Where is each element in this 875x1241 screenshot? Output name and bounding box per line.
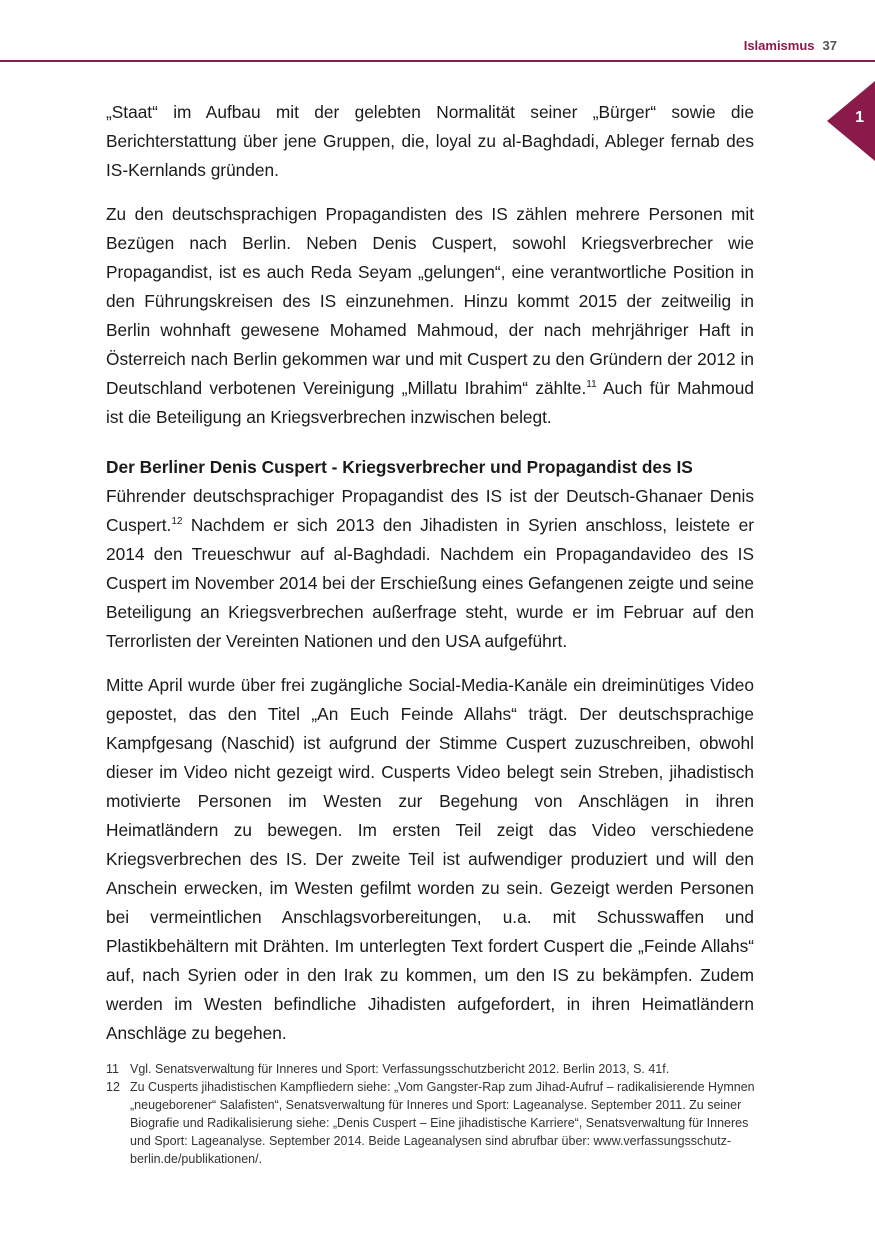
- chapter-number: 1: [855, 109, 864, 126]
- running-header: [744, 38, 837, 53]
- footnote-ref[interactable]: 11: [586, 379, 597, 391]
- page-number: 37: [822, 38, 837, 53]
- paragraph: „Staat“ im Aufbau mit der gelebten Normalität seiner „Bürger“ sowie die Berichterstattung über jene Gruppen, die, loyal zu al-Baghdadi, Ableger fernab des IS-Kernlands gründen.: [106, 102, 754, 180]
- main-content: [106, 98, 754, 1063]
- footnote-text: Vgl. Senatsverwaltung für Inneres und Sport: Verfassungsschutzbericht 2012. Berlin 2013, S. 41f.: [130, 1062, 670, 1076]
- paragraph: [106, 482, 754, 656]
- footnote: [106, 1060, 756, 1078]
- footnote-number: 11: [106, 1062, 119, 1076]
- paragraph-text: Auch für Mahmoud ist die Beteiligung an Kriegsverbrechen inzwischen belegt.: [106, 378, 754, 427]
- footnote-ref[interactable]: 12: [171, 516, 183, 528]
- header-title: Islamismus: [743, 38, 815, 53]
- section-heading: Der Berliner Denis Cuspert - Kriegsverbrecher und Propagandist des IS: [106, 457, 693, 477]
- chapter-tab-shape: [827, 81, 875, 161]
- paragraph-text: Führender deutschsprachiger Propagandist des IS ist der Deutsch-Ghanaer Denis Cuspert.: [106, 486, 754, 535]
- footnote-text: Zu Cusperts jihadistischen Kampfliedern siehe: „Vom Gangster-Rap zum Jihad-Aufruf – radikalisierende Hymnen „neugeborener“ Salafisten“, Senatsverwaltung für Inneres und Sport: Lageanalyse. September 2011. Zu seiner Biografie und Radikalisierung siehe: „Denis Cuspert – Eine jihadistische Karriere“, Senatsverwaltung für Inneres und Sport: Lageanalyse. September 2014. Beide Lageanalysen sind abrufbar über: www.verfassungsschutz-berlin.de/publikationen/.: [130, 1080, 755, 1166]
- paragraph: Mitte April wurde über frei zugängliche Social-Media-Kanäle ein dreiminütiges Video gepostet, das den Titel „An Euch Feinde Allahs“ trägt. Der deutschsprachige Kampfgesang (Naschid) ist aufgrund der Stimme Cuspert zuzuschreiben, obwohl dieser im Video nicht gezeigt wird. Cusperts Video belegt sein Streben, jihadistisch motivierte Personen im Westen zur Begehung von Anschlägen in ihren Heimatländern zu bewegen. Im ersten Teil zeigt das Video verschiedene Kriegsverbrechen des IS. Der zweite Teil ist aufwendiger produziert und will den Anschein erwecken, im Westen gefilmt worden zu sein. Gezeigt werden Personen bei vermeintlichen Anschlagsvorbereitungen, u.a. mit Schusswaffen und Plastikbehältern mit Drähten. Im unterlegten Text fordert Cuspert die „Feinde Allahs“ auf, nach Syrien oder in den Irak zu kommen, um den IS zu bekämpfen. Zudem werden im Westen befindliche Jihadisten aufgefordert, in ihren Heimatländern Anschläge zu begehen.: [106, 675, 754, 1043]
- footnotes: [106, 1060, 756, 1168]
- footnote-number: 12: [106, 1080, 120, 1094]
- paragraph-text: Zu den deutschsprachigen Propagandisten des IS zählen mehrere Personen mit Bezügen nach Berlin. Neben Denis Cuspert, sowohl Kriegsverbrecher wie Propagandist, ist es auch Reda Seyam „gelungen“, eine verantwortliche Position in den Führungskreisen des IS einzunehmen. Hinzu kommt 2015 der zeitweilig in Berlin wohnhaft gewesene Mohamed Mahmoud, der nach mehrjähriger Haft in Österreich nach Berlin gekommen war und mit Cuspert zu den Gründern der 2012 in Deutschland verbotenen Vereinigung „Millatu Ibrahim“ zählte.: [106, 204, 754, 398]
- paragraph-text: Nachdem er sich 2013 den Jihadisten in Syrien anschloss, leistete er 2014 den Treueschwur auf al-Baghdadi. Nachdem ein Propagandavideo des IS Cuspert im November 2014 bei der Erschießung eines Gefangenen zeigte und seine Beteiligung an Kriegsverbrechen außerfrage steht, wurde er im Februar auf den Terrorlisten der Vereinten Nationen und den USA aufgeführt.: [106, 515, 754, 651]
- chapter-tab: [827, 81, 875, 161]
- paragraph: [106, 200, 754, 432]
- header-rule: [0, 60, 875, 62]
- footnote: [106, 1078, 756, 1168]
